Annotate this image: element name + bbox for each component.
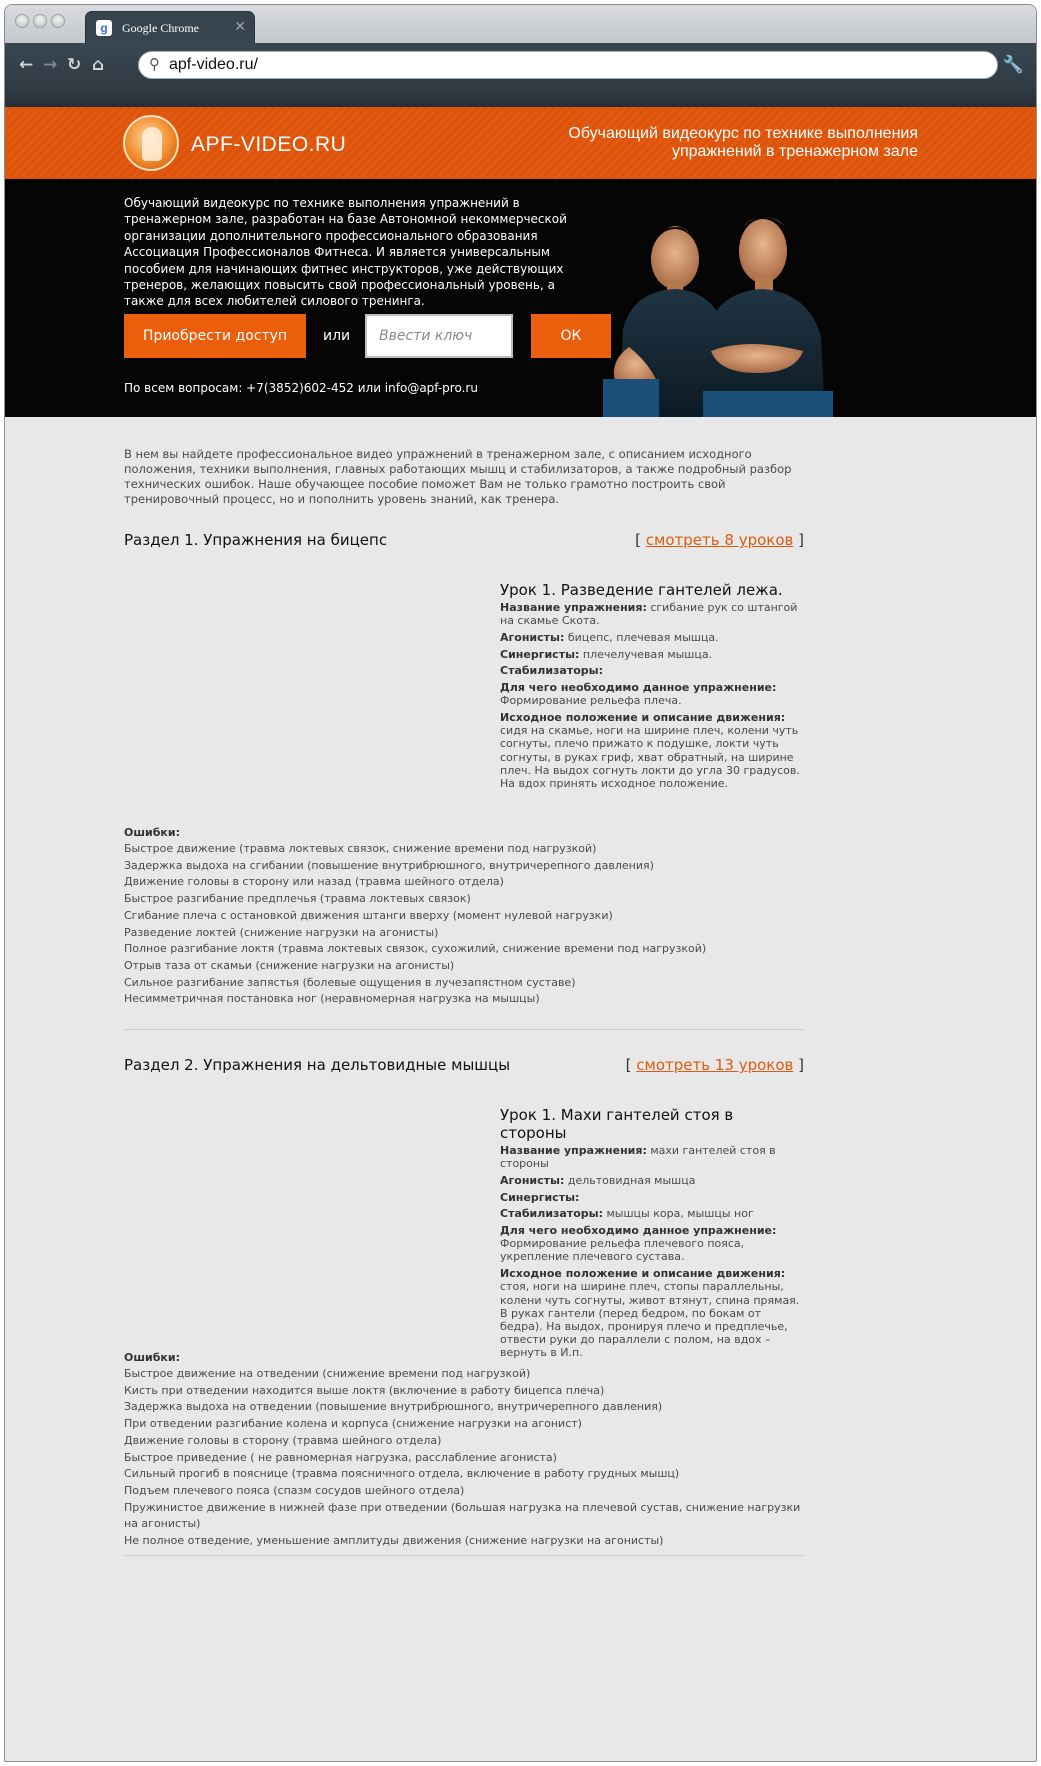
error-item: Движение головы в сторону (травма шейного отдела) xyxy=(124,1433,442,1447)
athlete-figure-icon xyxy=(142,127,162,161)
lesson-title[interactable]: Урок 1. Махи гантелей стоя в стороны xyxy=(500,1106,734,1142)
error-item: Подъем плечевого пояса (спазм сосудов шейного отдела) xyxy=(124,1483,465,1497)
synergists xyxy=(500,648,800,661)
maximize-window-icon[interactable] xyxy=(51,14,65,28)
exercise-name-label: Название упражнения: xyxy=(500,601,647,614)
position-label: Исходное положение и описание движения: xyxy=(500,1267,786,1281)
browser-tab[interactable] xyxy=(85,11,255,43)
address-bar[interactable] xyxy=(138,51,998,79)
error-item: Задержка выдоха на отведении (повышение внутрибрюшного, внутричерепного давления) xyxy=(124,1400,663,1414)
contacts-line: По всем вопросам: +7(3852)602-452 или info@apf-pro.ru xyxy=(124,381,478,395)
view-lessons-link[interactable]: смотреть 8 уроков xyxy=(645,531,794,549)
browser-toolbar xyxy=(5,43,1036,91)
hero-description: Обучающий видеокурс по технике выполнения упражнений в тренажерном зале, разработан на базе Автономной некоммерческой организации дополнительного профессионального образования Ассоциация Профессионалов Фитнеса. И является универсальным пособием для начинающих фитнес инструкторов, уже действующих тренеров, желающих повысить свой профессиональный уровень, а также для всех любителей силового тренинга. xyxy=(124,196,567,309)
errors-title: Ошибки: xyxy=(124,826,180,839)
errors-list xyxy=(124,825,804,1008)
lesson-card xyxy=(500,581,800,794)
address-url: apf-video.ru/ xyxy=(169,56,258,73)
forward-icon[interactable]: → xyxy=(43,55,58,75)
section-lessons-link xyxy=(635,531,804,549)
synergists-label: Синергисты: xyxy=(500,1190,580,1204)
site-tagline: Обучающий видеокурс по технике выполнения упражнений в тренажерном зале xyxy=(568,125,918,160)
link-bracket-close: ] xyxy=(798,531,804,549)
error-item: При отведении разгибание колена и корпуса (снижение нагрузки на агонист) xyxy=(124,1417,582,1431)
section-title: Раздел 1. Упражнения на бицепс xyxy=(124,531,388,549)
section-lessons-link xyxy=(626,1056,804,1074)
exercise-name-label: Название упражнения: xyxy=(500,1144,647,1157)
logo-icon[interactable] xyxy=(123,115,179,171)
purpose-label: Для чего необходимо данное упражнение: xyxy=(500,1224,777,1238)
agonists-label: Агонисты: xyxy=(500,1173,565,1187)
close-window-icon[interactable] xyxy=(15,14,29,28)
stabilizers-label: Стабилизаторы: xyxy=(500,1207,603,1221)
position-value: стоя, ноги на ширине плеч, стопы параллельны, колени чуть согнуты, живот втянут, спина прямая. В руках гантели (перед бедром, по бокам от бедра). На выдох, пронируя плечо и предплечье, отвести руки до параллели с полом, на вдох – вернуть в И.п. xyxy=(500,1280,800,1360)
back-icon[interactable]: ← xyxy=(19,55,34,75)
agonists-value: дельтовидная мышца xyxy=(567,1173,696,1187)
error-item: Быстрое движение (травма локтевых связок, снижение времени под нагрузкой) xyxy=(124,842,597,855)
error-item: Разведение локтей (снижение нагрузки на агонисты) xyxy=(124,925,439,939)
position xyxy=(500,711,800,790)
or-label: или xyxy=(323,328,351,344)
view-lessons-link[interactable]: смотреть 13 уроков xyxy=(636,1056,794,1074)
errors-title: Ошибки: xyxy=(124,1351,180,1364)
error-item: Движение головы в сторону или назад (травма шейного отдела) xyxy=(124,875,504,889)
error-item: Отрыв таза от скамьи (снижение нагрузки на агонисты) xyxy=(124,958,455,972)
error-item: Полное разгибание локтя (травма локтевых связок, сухожилий, снижение времени под нагрузкой) xyxy=(124,942,707,956)
error-item: Быстрое приведение ( не равномерная нагрузка, расслабление агониста) xyxy=(124,1450,557,1464)
synergists-value: плечелучевая мышца. xyxy=(582,647,713,661)
purpose-label: Для чего необходимо данное упражнение: xyxy=(500,681,777,695)
title-bar xyxy=(5,5,1036,43)
ok-button[interactable]: ОК xyxy=(531,314,611,358)
reload-icon[interactable]: ↻ xyxy=(67,55,82,75)
home-icon[interactable]: ⌂ xyxy=(92,55,105,75)
browser-window xyxy=(4,4,1037,1762)
stabilizers xyxy=(500,1207,800,1220)
hero-banner xyxy=(5,179,1036,417)
lesson-title[interactable]: Урок 1. Разведение гантелей лежа. xyxy=(500,581,783,599)
google-favicon-icon: g xyxy=(96,20,112,36)
agonists-value: бицепс, плечевая мышца. xyxy=(567,630,719,644)
error-item: Быстрое движение на отведении (снижение времени под нагрузкой) xyxy=(124,1367,531,1380)
intro-paragraph: В нем вы найдете профессиональное видео упражнений в тренажерном зале, с описанием исходного положения, техники выполнения, главных работающих мышц и стабилизаторов, а также подробный разбор технических ошибок. Наше обучающее пособие поможет Вам не только грамотно построить свой тренировочный процесс, но и пополнить уровень знаний, как тренера. xyxy=(124,447,792,507)
access-key-input[interactable]: Ввести ключ xyxy=(365,314,513,358)
buy-access-button[interactable]: Приобрести доступ xyxy=(124,314,306,358)
exercise-name xyxy=(500,601,800,627)
section-divider xyxy=(124,1029,804,1030)
close-tab-icon[interactable]: ✕ xyxy=(234,19,246,35)
purpose-value: Формирование рельефа плечевого пояса, укрепление плечевого сустава. xyxy=(500,1237,745,1264)
position xyxy=(500,1267,800,1359)
exercise-name-value: махи гантелей стоя в стороны xyxy=(500,1144,776,1171)
agonists-label: Агонисты: xyxy=(500,630,565,644)
stabilizers-value: мышцы кора, мышцы ног xyxy=(606,1207,754,1221)
purpose xyxy=(500,1224,800,1264)
link-bracket-close: ] xyxy=(798,1056,804,1074)
site-name[interactable]: APF-VIDEO.RU xyxy=(191,133,347,156)
purpose xyxy=(500,681,800,707)
search-icon: ⚲ xyxy=(149,55,160,73)
error-item: Сильное разгибание запястья (болевые ощущения в лучезапястном суставе) xyxy=(124,975,576,989)
error-item: Кисть при отведении находится выше локтя (включение в работу бицепса плеча) xyxy=(124,1383,605,1397)
stabilizers xyxy=(500,664,800,677)
error-item: Задержка выдоха на сгибании (повышение внутрибрюшного, внутричерепного давления) xyxy=(124,858,654,872)
error-item: Сгибание плеча с остановкой движения штанги вверху (момент нулевой нагрузки) xyxy=(124,908,613,922)
position-value: сидя на скамье, ноги на ширине плеч, колени чуть согнуты, плечо прижато к подушке, локти чуть согнуты, в руках гриф, хват обратный, на ширине плеч. На выдох согнуть локти до угла 30 градусов. На вдох принять исходное положение. xyxy=(500,724,800,790)
link-bracket-open: [ xyxy=(625,1056,632,1074)
position-label: Исходное положение и описание движения: xyxy=(500,710,786,724)
section-divider xyxy=(124,1555,804,1556)
site-header xyxy=(5,107,1036,179)
link-bracket-open: [ xyxy=(635,531,642,549)
tab-title: Google Chrome xyxy=(122,21,199,35)
error-item: Несимметричная постановка ног (неравномерная нагрузка на мышцы) xyxy=(124,992,540,1006)
agonists xyxy=(500,631,800,644)
stabilizers-label: Стабилизаторы: xyxy=(500,664,603,678)
purpose-value: Формирование рельефа плеча. xyxy=(500,694,682,708)
toolbar-strip xyxy=(5,91,1036,107)
exercise-name-value: сгибание рук со штангой на скамье Скота. xyxy=(500,601,798,628)
errors-list xyxy=(124,1350,804,1550)
wrench-menu-icon[interactable]: 🔧 xyxy=(1002,55,1024,75)
section-title: Раздел 2. Упражнения на дельтовидные мышцы xyxy=(124,1056,511,1074)
minimize-window-icon[interactable] xyxy=(33,14,47,28)
error-item: Не полное отведение, уменьшение амплитуды движения (снижение нагрузки на агонисты) xyxy=(124,1534,664,1548)
synergists xyxy=(500,1191,800,1204)
error-item: Пружинистое движение в нижней фазе при отведении (большая нагрузка на плечевой сустав, снижение нагрузки на агонисты) xyxy=(124,1500,801,1531)
synergists-label: Синергисты: xyxy=(500,647,580,661)
error-item: Быстрое разгибание предплечья (травма локтевых связок) xyxy=(124,892,471,906)
trainers-photo xyxy=(593,179,839,417)
agonists xyxy=(500,1174,800,1187)
lesson-card xyxy=(500,1106,800,1363)
error-item: Сильный прогиб в пояснице (травма поясничного отдела, включение в работу грудных мышц) xyxy=(124,1467,680,1481)
exercise-name xyxy=(500,1144,800,1170)
